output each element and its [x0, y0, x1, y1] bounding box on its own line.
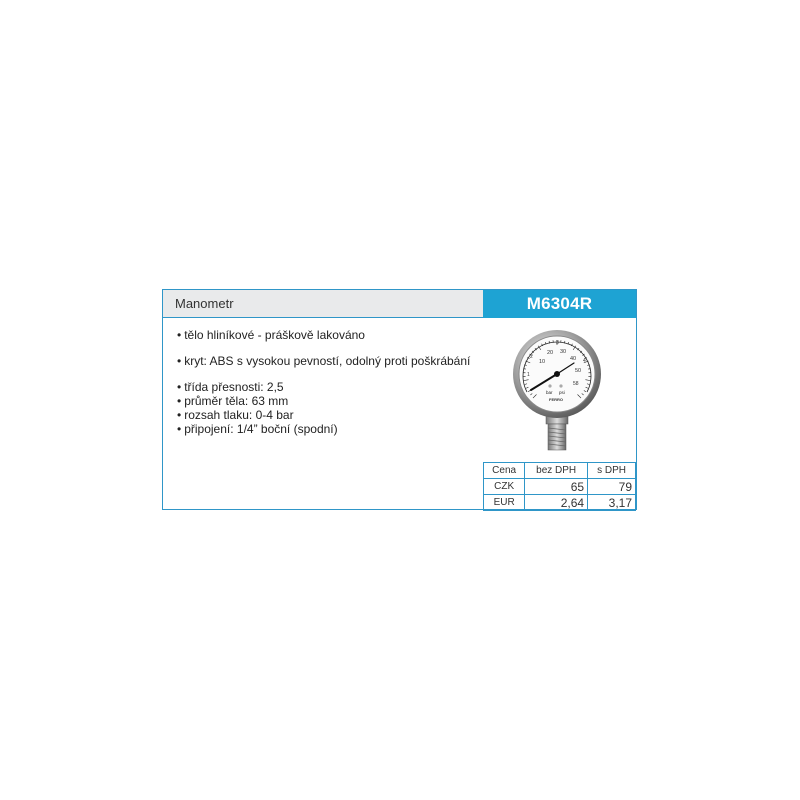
product-code: M6304R: [483, 290, 636, 318]
psi-label: 10: [539, 359, 546, 365]
brand-logo: FERRO: [549, 397, 563, 402]
product-name: Manometr: [163, 290, 483, 318]
bar-label: 1: [527, 372, 530, 378]
column-header: s DPH: [588, 463, 636, 479]
psi-label: 20: [547, 350, 554, 356]
column-header: bez DPH: [525, 463, 588, 479]
manometer-image: [511, 330, 603, 454]
price-net-cell: 2,64: [525, 495, 588, 511]
currency-cell: EUR: [484, 495, 525, 511]
psi-label: 30: [560, 349, 567, 355]
feature-item: • třída přesnosti: 2,5: [177, 380, 497, 394]
price-gross-cell: 3,17: [588, 495, 636, 511]
unit-bar: bar: [546, 390, 553, 395]
price-table-header: [484, 463, 636, 479]
feature-item: • tělo hliníkové - práškově lakováno: [177, 328, 497, 342]
table-row: [484, 495, 636, 511]
psi-label: 58: [573, 381, 579, 387]
bar-label: 2: [530, 354, 533, 360]
unit-psi: psi: [559, 390, 565, 395]
price-gross-cell: 79: [588, 479, 636, 495]
bar-label: 4: [583, 358, 586, 364]
psi-label: 50: [575, 368, 582, 374]
currency-cell: CZK: [484, 479, 525, 495]
feature-item: • kryt: ABS s vysokou pevností, odolný proti poškrábání: [177, 354, 497, 368]
price-table: [483, 462, 636, 511]
feature-item: • průměr těla: 63 mm: [177, 394, 497, 408]
bar-label: 3: [556, 340, 559, 346]
product-card: [162, 289, 637, 510]
feature-item: • připojení: 1/4” boční (spodní): [177, 422, 497, 436]
product-header: [163, 290, 636, 318]
psi-label: 40: [570, 356, 577, 362]
manometer-icon: [511, 330, 603, 454]
price-net-cell: 65: [525, 479, 588, 495]
column-header: Cena: [484, 463, 525, 479]
table-row: [484, 479, 636, 495]
feature-list: [177, 328, 497, 436]
feature-item: • rozsah tlaku: 0-4 bar: [177, 408, 497, 422]
